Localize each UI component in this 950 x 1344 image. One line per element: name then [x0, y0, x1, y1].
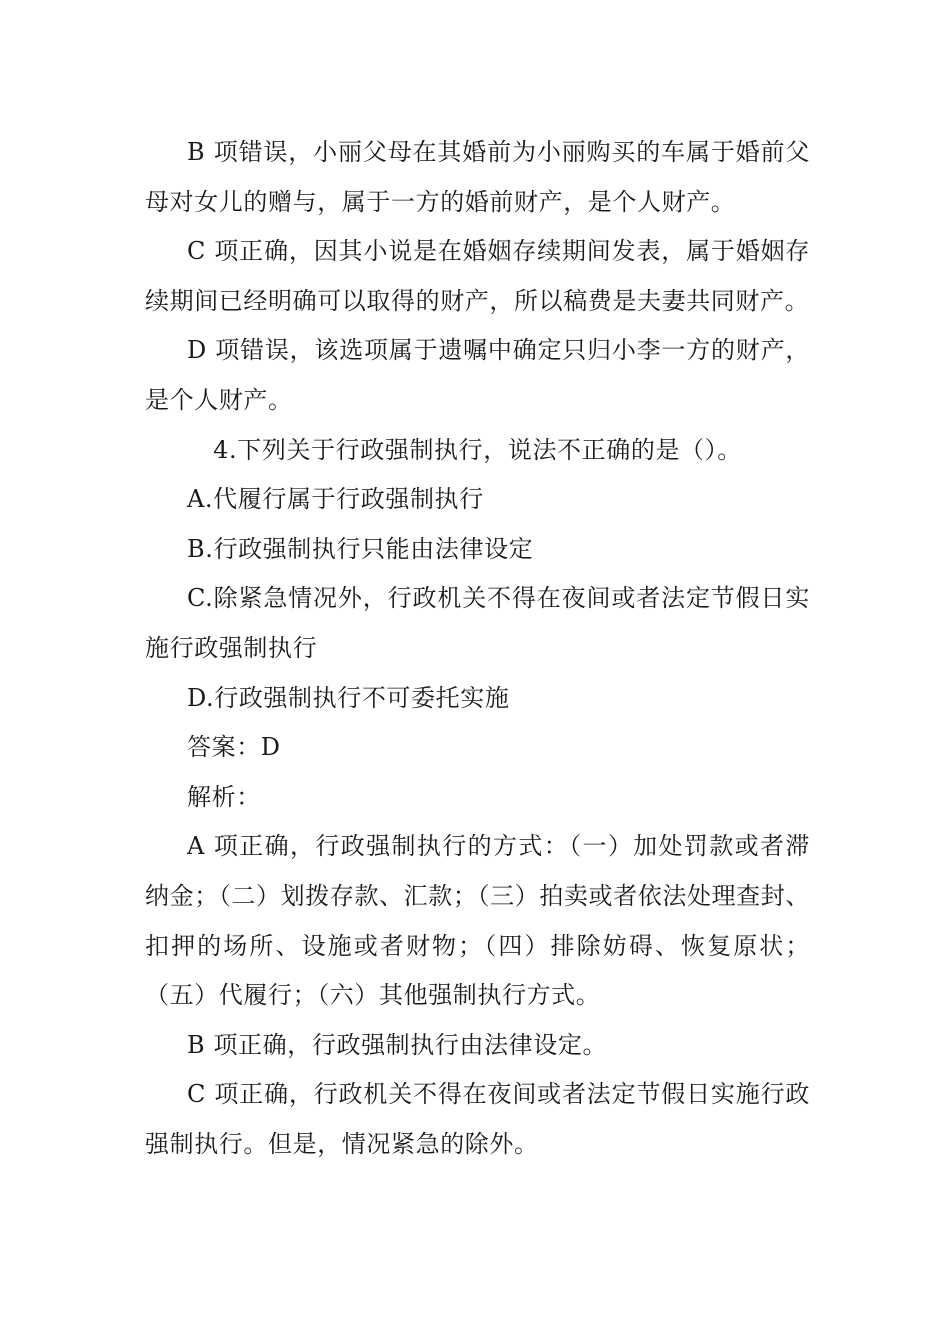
analysis-b: B 项正确，行政强制执行由法律设定。	[187, 1030, 608, 1059]
analysis-c: C 项正确，行政机关不得在夜间或者法定节假日实施行政强制执行。但是，情况紧急的除外。	[145, 1080, 810, 1158]
paragraph-d-explanation-prev: D 项错误，该选项属于遗嘱中确定只归小李一方的财产，是个人财产。	[145, 336, 810, 414]
option-b: B.行政强制执行只能由法律设定	[187, 534, 534, 563]
option-d: D.行政强制执行不可委托实施	[187, 683, 510, 712]
analysis-heading: 解析：	[187, 782, 261, 811]
document-body	[145, 128, 810, 1169]
analysis-a: A 项正确，行政强制执行的方式：（一）加处罚款或者滞纳金；（二）划拨存款、汇款；（三）拍卖或者依法处理查封、扣押的场所、设施或者财物；（四）排除妨碍、恢复原状；（五）代履行；（六）其他强制执行方式。	[145, 832, 810, 1010]
paragraph-b-explanation-prev: B 项错误，小丽父母在其婚前为小丽购买的车属于婚前父母对女儿的赠与，属于一方的婚前财产，是个人财产。	[145, 138, 810, 216]
paragraph-c-explanation-prev: C 项正确，因其小说是在婚姻存续期间发表，属于婚姻存续期间已经明确可以取得的财产，所以稿费是夫妻共同财产。	[145, 237, 810, 315]
option-a: A.代履行属于行政强制执行	[187, 485, 484, 514]
answer: 答案：D	[187, 733, 281, 762]
question-4: 4.下列关于行政强制执行，说法不正确的是（）。	[213, 435, 742, 464]
option-c: C.除紧急情况外，行政机关不得在夜间或者法定节假日实施行政强制执行	[145, 584, 810, 662]
